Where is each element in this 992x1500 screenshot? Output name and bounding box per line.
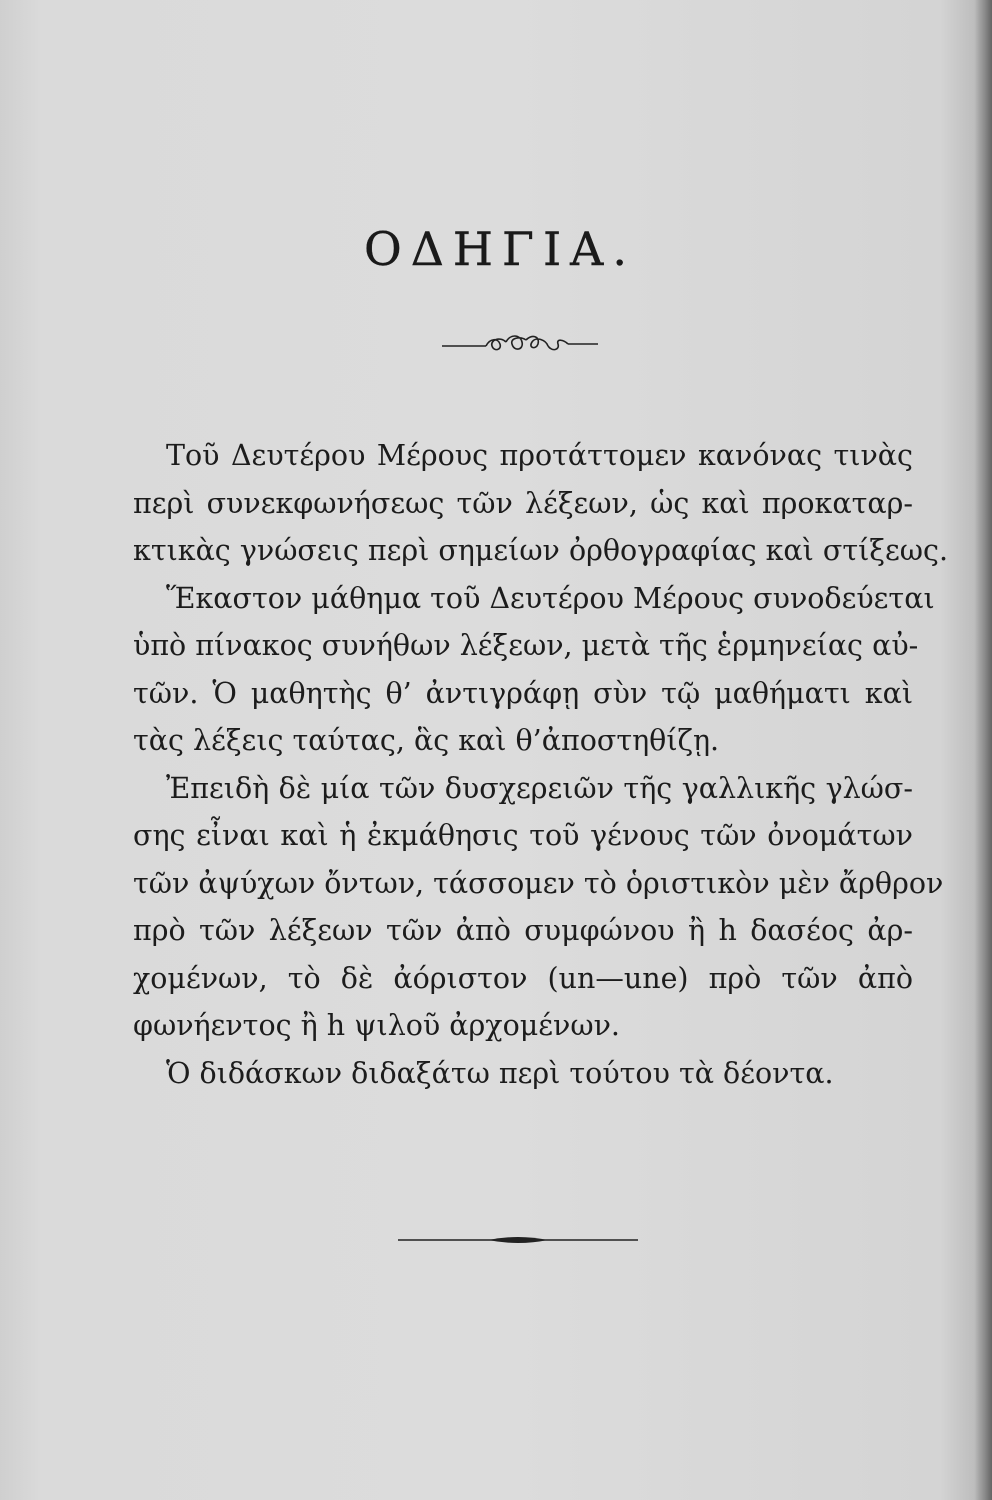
decorative-rule: [398, 1230, 638, 1250]
text-line: σης εἶναι καὶ ἡ ἐκμάθησις τοῦ γένους τῶν ὀνομάτων: [133, 819, 913, 852]
text-line: Ἐπειδὴ δὲ μία τῶν δυσχερειῶν τῆς γαλλικῆς γλώσ-: [166, 771, 913, 805]
text-line: τὰς λέξεις ταύτας, ἃς καὶ θ’ἀποστηθίζῃ.: [133, 724, 720, 757]
text-line: τῶν. Ὁ μαθητὴς θ’ ἀντιγράφῃ σὺν τῷ μαθήματι καὶ: [133, 676, 913, 710]
text-line: Τοῦ Δευτέρου Μέρους προτάττομεν κανόνας τινὰς: [166, 439, 913, 472]
text-line: χομένων, τὸ δὲ ἀόριστον (un—une) πρὸ τῶν ἀπὸ: [133, 961, 913, 995]
text-line: Ὁ διδάσκων διδαξάτω περὶ τούτου τὰ δέοντα.: [166, 1056, 834, 1090]
text-line: ὑπὸ πίνακος συνήθων λέξεων, μετὰ τῆς ἑρμηνείας αὐ-: [133, 629, 919, 662]
text-line: πρὸ τῶν λέξεων τῶν ἀπὸ συμφώνου ἢ h δασέος ἀρ-: [133, 914, 913, 947]
text-line: κτικὰς γνώσεις περὶ σημείων ὀρθογραφίας καὶ στίξεως.: [133, 534, 949, 567]
text-line: φωνήεντος ἢ h ψιλοῦ ἀρχομένων.: [133, 1009, 620, 1042]
text-line: περὶ συνεκφωνήσεως τῶν λέξεων, ὡς καὶ προκαταρ-: [133, 486, 913, 520]
decorative-flourish: [440, 330, 600, 358]
text-line: τῶν ἀψύχων ὄντων, τάσσομεν τὸ ὁριστικὸν μὲν ἄρθρον: [133, 866, 944, 900]
text-line: Ἕκαστον μάθημα τοῦ Δευτέρου Μέρους συνοδεύεται: [166, 581, 935, 615]
instructions-text: [133, 432, 949, 1097]
page-title: ΟΔΗΓΙΑ.: [364, 222, 636, 276]
